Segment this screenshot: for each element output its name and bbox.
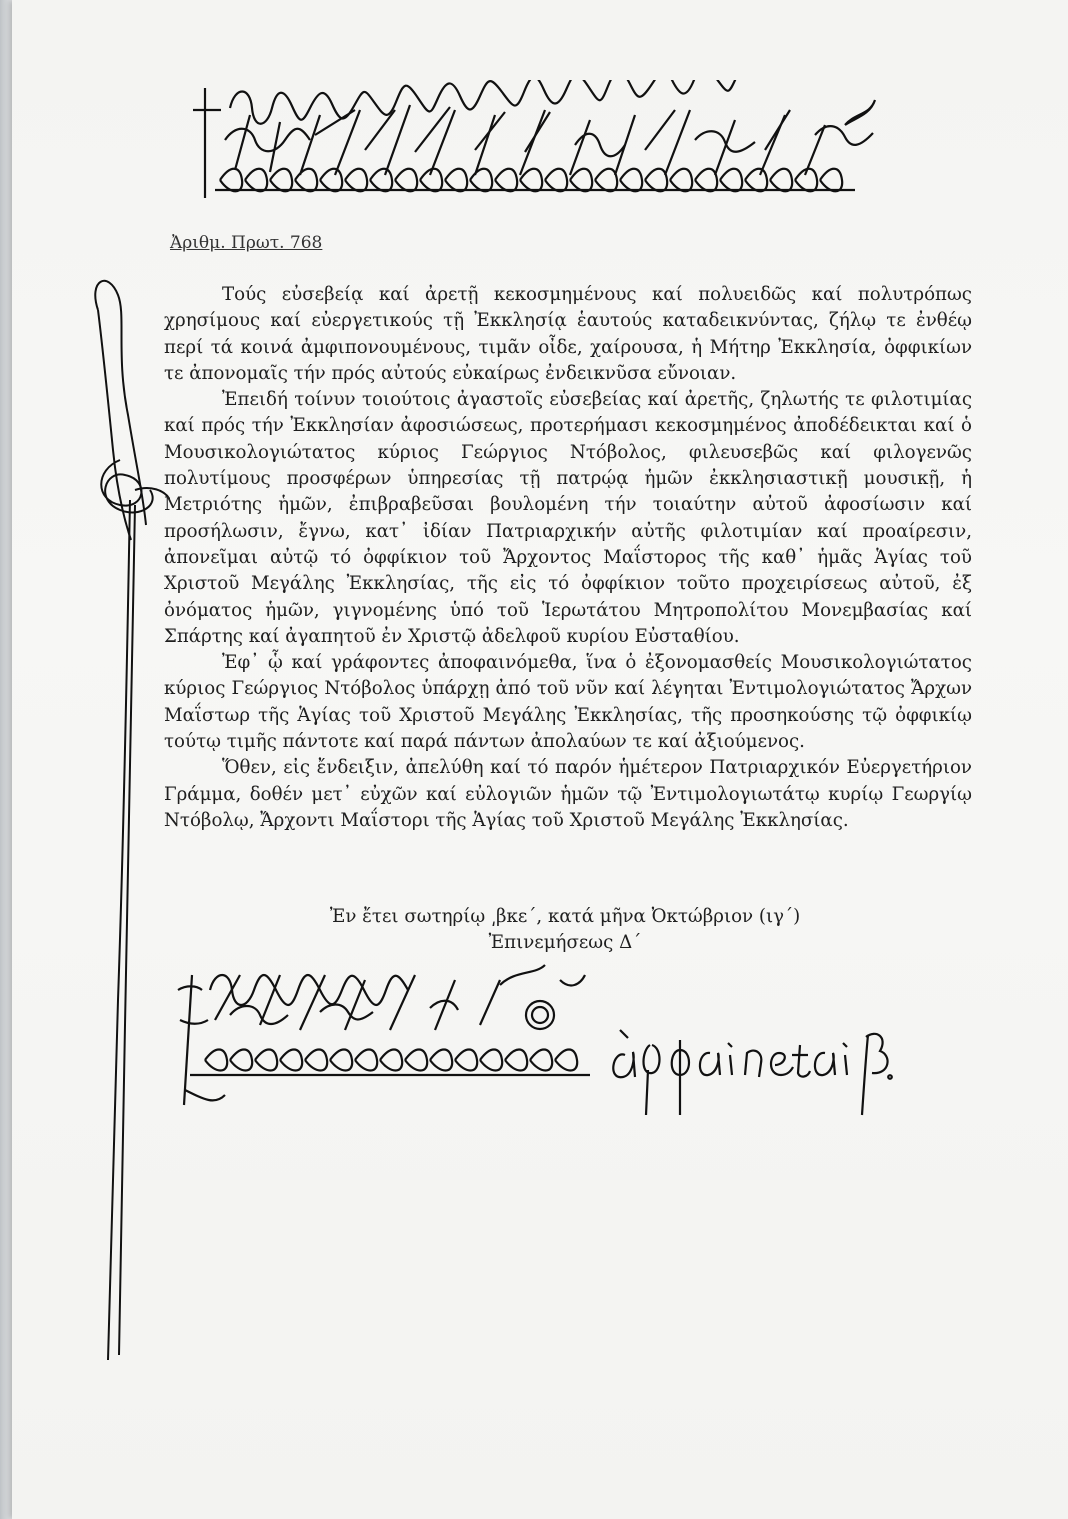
indiction-line: Ἐπινεμήσεως Δ΄ xyxy=(488,932,642,953)
seal-cord-icon xyxy=(80,260,170,1400)
patriarch-signature-monogram-icon xyxy=(170,960,610,1120)
handwritten-signature xyxy=(600,985,900,1125)
patriarchal-monogram-icon xyxy=(175,80,895,205)
document-body xyxy=(164,282,972,834)
paragraph-2: Ἐπειδή τοίνυν τοιούτοις ἀγαστοῖς εὐσεβείας καί ἀρετῆς, ζηλωτής τε φιλοτιμίας καί πρός τήν Ἐκκλησίαν ἀφοσιώσεως, προτερήμασι κεκοσμημένος ἀποδέδεικται καί ὁ Μουσικολογιώτατος κύριος Γεώργιος Ντόβολος, φιλευσεβῶς καί φιλογενῶς πολυτίμους προσφέρων ὑπηρεσίας τῇ πατρῴᾳ ἡμῶν ἐκκλησιαστικῇ μουσικῇ, ἡ Μετριότης ἡμῶν, ἐπιβραβεῦσαι βουλομένη τήν τοιαύτην αὐτοῦ ἀφοσίωσιν καί προσήλωσιν, ἔγνω, κατ᾽ ἰδίαν Πατριαρχικήν αὐτῆς φιλοτιμίαν καί προαίρεσιν, ἀπονεῖμαι αὐτῷ τό ὀφφίκιον τοῦ Ἄρχοντος Μαΐστορος τῆς καθ᾽ ἡμᾶς Ἁγίας τοῦ Χριστοῦ Μεγάλης Ἐκκλησίας, τῆς εἰς τό ὀφφίκιον τοῦτο προχειρίσεως αὐτοῦ, ἐξ ὀνόματος ἡμῶν, γιγνομένης ὑπό τοῦ Ἱερωτάτου Μητροπολίτου Μονεμβασίας καί Σπάρτης καί ἀγαπητοῦ ἐν Χριστῷ ἀδελφοῦ κυρίου Εὐσταθίου. xyxy=(164,389,972,647)
protocol-number: Ἀριθμ. Πρωτ. 768 xyxy=(170,233,323,253)
date-line: Ἐν ἔτει σωτηρίῳ ͵βκε΄, κατά μῆνα Ὀκτώβριον (ιγ΄) xyxy=(329,906,801,927)
paragraph-1: Τούς εὐσεβείᾳ καί ἀρετῇ κεκοσμημένους καί πολυειδῶς καί πολυτρόπως χρησίμους καί εὐεργετικούς τῇ Ἐκκλησίᾳ ἑαυτούς καταδεικνύντας, ζήλῳ τε ἐνθέῳ περί τά κοινά ἀμφιπονουμένους, τιμᾶν οἶδε, χαίρουσα, ἡ Μήτηρ Ἐκκλησία, ὀφφικίων τε ἀπονομαῖς τήν πρός αὐτούς εὐκαίρως ἐνδεικνῦσα εὔνοιαν. xyxy=(164,284,972,384)
paragraph-3: Ἐφ᾽ ᾧ καί γράφοντες ἀποφαινόμεθα, ἵνα ὁ ἐξονομασθείς Μουσικολογιώτατος κύριος Γεώργιος Ντόβολος ὑπάρχῃ ἀπό τοῦ νῦν καί λέγηται Ἐντιμολογιώτατος Ἄρχων Μαΐστωρ τῆς Ἁγίας τοῦ Χριστοῦ Μεγάλης Ἐκκλησίας, τῆς προσηκούσης τῷ ὀφφικίῳ τούτῳ τιμῆς πάντοτε καί παρά πάντων ἀπολαύων τε καί ἀξιούμενος. xyxy=(164,652,972,753)
paper-stack-edge xyxy=(0,0,12,1519)
paragraph-4: Ὅθεν, εἰς ἔνδειξιν, ἀπελύθη καί τό παρόν ἡμέτερον Πατριαρχικόν Εὐεργετήριον Γράμμα, δοθέν μετ᾽ εὐχῶν καί εὐλογιῶν ἡμῶν τῷ Ἐντιμολογιωτάτῳ κυρίῳ Γεωργίῳ Ντόβολῳ, Ἄρχοντι Μαΐστορι τῆς Ἁγίας τοῦ Χριστοῦ Μεγάλης Ἐκκλησίας. xyxy=(164,757,972,831)
